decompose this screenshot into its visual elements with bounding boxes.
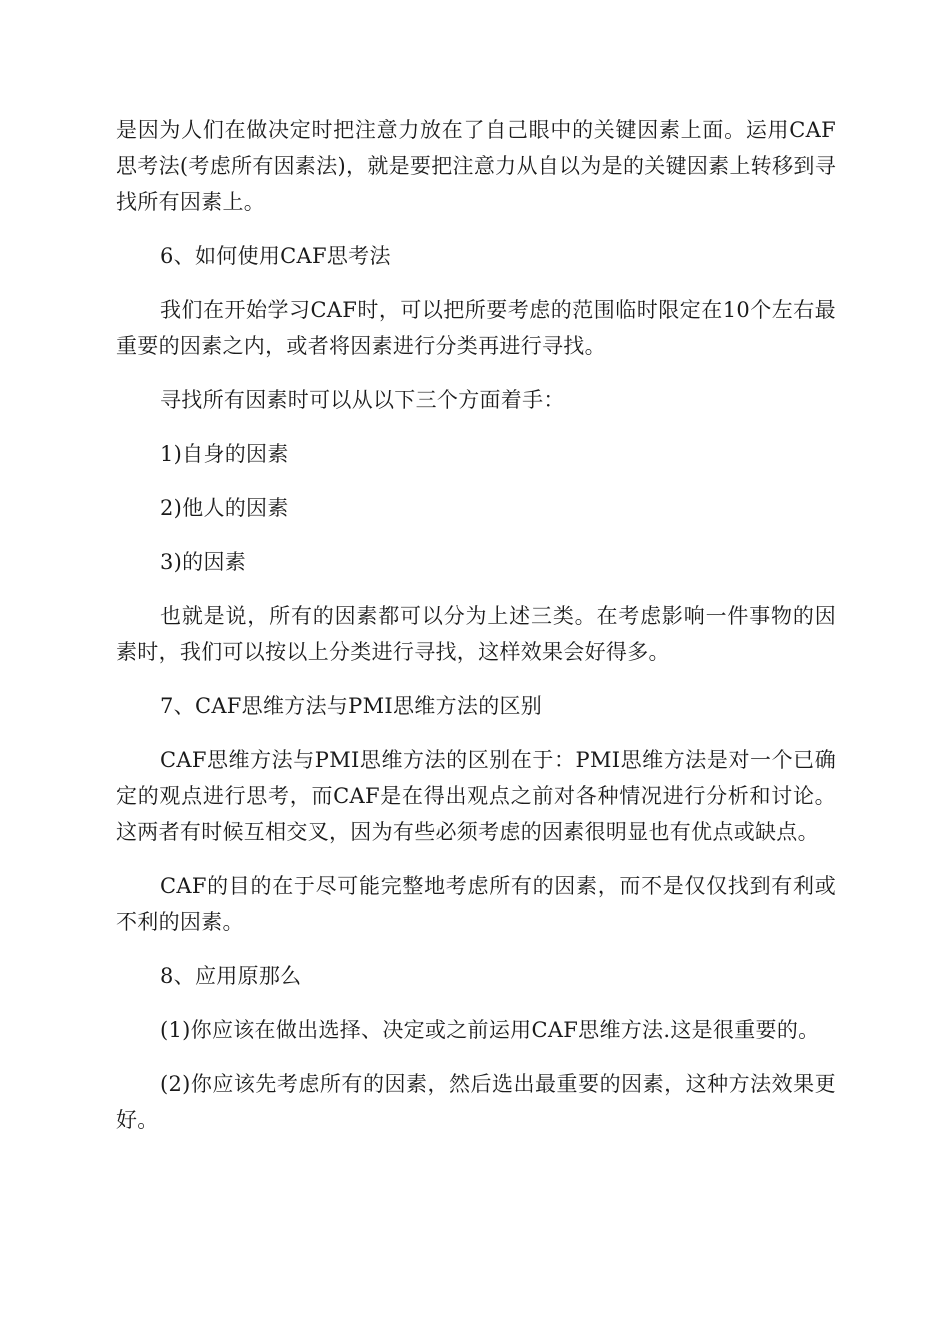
principle-item-1: (1)你应该在做出选择、决定或之前运用CAF思维方法.这是很重要的。 xyxy=(160,1018,820,1042)
heading-section-6: 6、如何使用CAF思考法 xyxy=(160,244,391,268)
principle-item-2: (2)你应该先考虑所有的因素，然后选出最重要的因素，这种方法效果更好。 xyxy=(116,1072,836,1132)
paragraph-caf-pmi-difference: CAF思维方法与PMI思维方法的区别在于：PMI思维方法是对一个已确定的观点进行思考，而CAF是在得出观点之前对各种情况进行分析和讨论。这两者有时候互相交叉，因为有些必须考虑的因素很明显也有优点或缺点。 xyxy=(116,748,836,844)
paragraph-three-aspects: 寻找所有因素时可以从以下三个方面着手： xyxy=(160,388,565,412)
paragraph-three-categories: 也就是说，所有的因素都可以分为上述三类。在考虑影响一件事物的因素时，我们可以按以上分类进行寻找，这样效果会好得多。 xyxy=(116,604,836,664)
list-item-2: 2)他人的因素 xyxy=(160,496,289,520)
paragraph-intro: 是因为人们在做决定时把注意力放在了自己眼中的关键因素上面。运用CAF思考法(考虑所有因素法)，就是要把注意力从自以为是的关键因素上转移到寻找所有因素上。 xyxy=(116,118,836,214)
heading-section-7: 7、CAF思维方法与PMI思维方法的区别 xyxy=(160,694,543,718)
paragraph-caf-purpose: CAF的目的在于尽可能完整地考虑所有的因素，而不是仅仅找到有利或不利的因素。 xyxy=(116,874,836,934)
list-item-3: 3)的因素 xyxy=(160,550,247,574)
document-body xyxy=(116,112,836,1156)
heading-section-8: 8、应用原那么 xyxy=(160,964,302,988)
list-item-1: 1)自身的因素 xyxy=(160,442,289,466)
paragraph-section-6-body: 我们在开始学习CAF时，可以把所要考虑的范围临时限定在10个左右最重要的因素之内，或者将因素进行分类再进行寻找。 xyxy=(116,298,836,358)
